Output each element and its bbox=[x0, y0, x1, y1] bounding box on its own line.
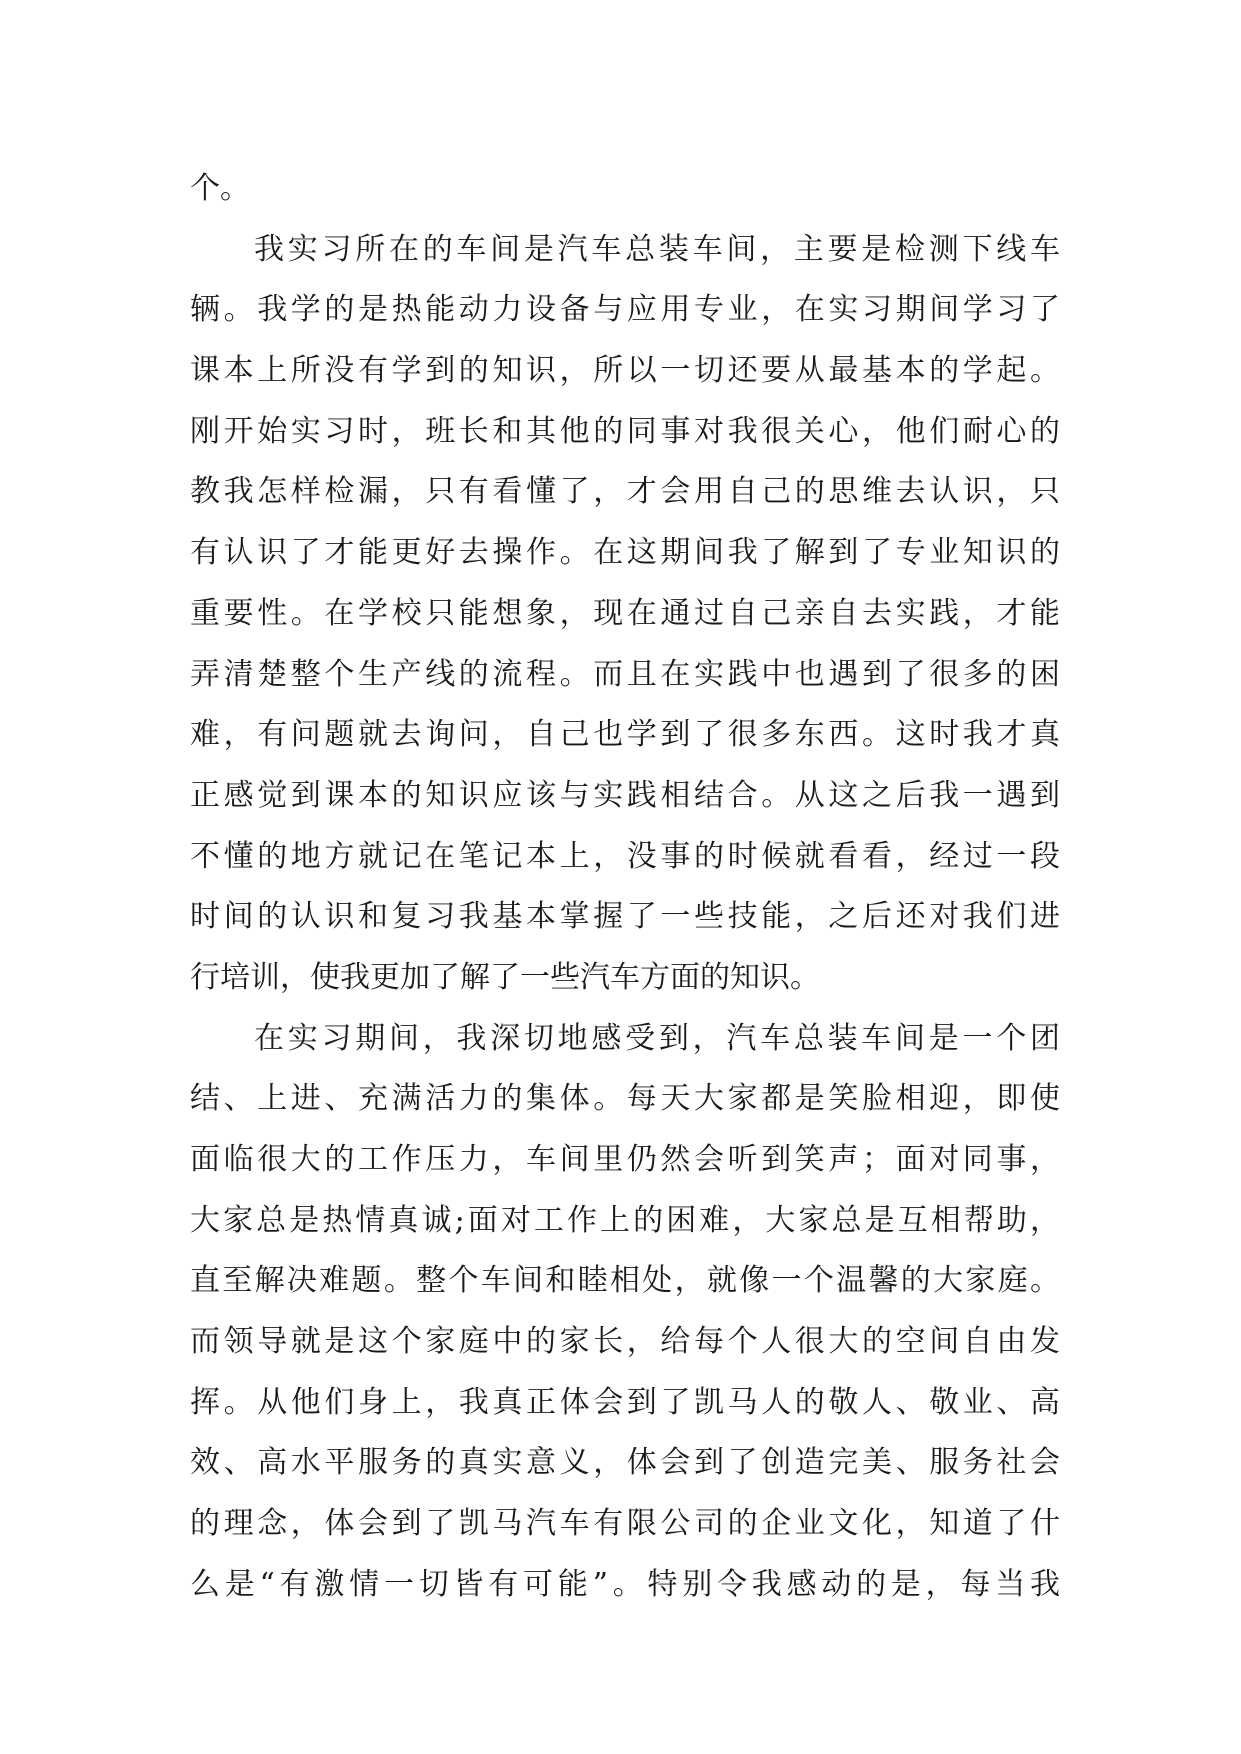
text-line: 直至解决难题。整个车间和睦相处，就像一个温馨的大家庭。 bbox=[190, 1263, 1060, 1299]
text-line: 难，有问题就去询问，自己也学到了很多东西。这时我才真 bbox=[190, 717, 1060, 753]
text-line: 效、高水平服务的真实意义，体会到了创造完美、服务社会 bbox=[190, 1445, 1060, 1481]
text-line: 辆。我学的是热能动力设备与应用专业，在实习期间学习了 bbox=[190, 292, 1060, 328]
text-line: 重要性。在学校只能想象，现在通过自己亲自去实践，才能 bbox=[190, 595, 1060, 631]
text-line: 不懂的地方就记在笔记本上，没事的时候就看看，经过一段 bbox=[190, 838, 1060, 874]
text-line: 弄清楚整个生产线的流程。而且在实践中也遇到了很多的困 bbox=[190, 656, 1060, 692]
text-line: 而领导就是这个家庭中的家长，给每个人很大的空间自由发 bbox=[190, 1324, 1060, 1360]
body-text bbox=[190, 159, 1060, 1616]
text-line: 结、上进、充满活力的集体。每天大家都是笑脸相迎，即使 bbox=[190, 1081, 1060, 1117]
text-line: 刚开始实习时，班长和其他的同事对我很关心，他们耐心的 bbox=[190, 413, 1060, 449]
text-line: 面临很大的工作压力，车间里仍然会听到笑声；面对同事， bbox=[190, 1142, 1060, 1177]
text-line: 时间的认识和复习我基本掌握了一些技能，之后还对我们进 bbox=[190, 899, 1060, 935]
text-line: 的理念，体会到了凯马汽车有限公司的企业文化，知道了什 bbox=[190, 1506, 1060, 1542]
text-line: 么是“有激情一切皆有可能”。特别令我感动的是，每当我 bbox=[190, 1566, 1060, 1602]
text-line: 大家总是热情真诚;面对工作上的困难，大家总是互相帮助， bbox=[190, 1202, 1060, 1238]
text-line: 个。 bbox=[190, 171, 250, 206]
text-line: 教我怎样检漏，只有看懂了，才会用自己的思维去认识，只 bbox=[190, 474, 1060, 510]
text-line: 有认识了才能更好去操作。在这期间我了解到了专业知识的 bbox=[190, 535, 1060, 571]
text-line: 挥。从他们身上，我真正体会到了凯马人的敬人、敬业、高 bbox=[190, 1384, 1060, 1420]
text-line: 行培训，使我更加了解了一些汽车方面的知识。 bbox=[190, 959, 820, 995]
text-line: 正感觉到课本的知识应该与实践相结合。从这之后我一遇到 bbox=[190, 777, 1060, 813]
text-line: 在实习期间，我深切地感受到，汽车总装车间是一个团 bbox=[254, 1020, 1060, 1056]
text-line: 课本上所没有学到的知识，所以一切还要从最基本的学起。 bbox=[190, 353, 1060, 389]
text-line: 我实习所在的车间是汽车总装车间，主要是检测下线车 bbox=[254, 231, 1060, 267]
